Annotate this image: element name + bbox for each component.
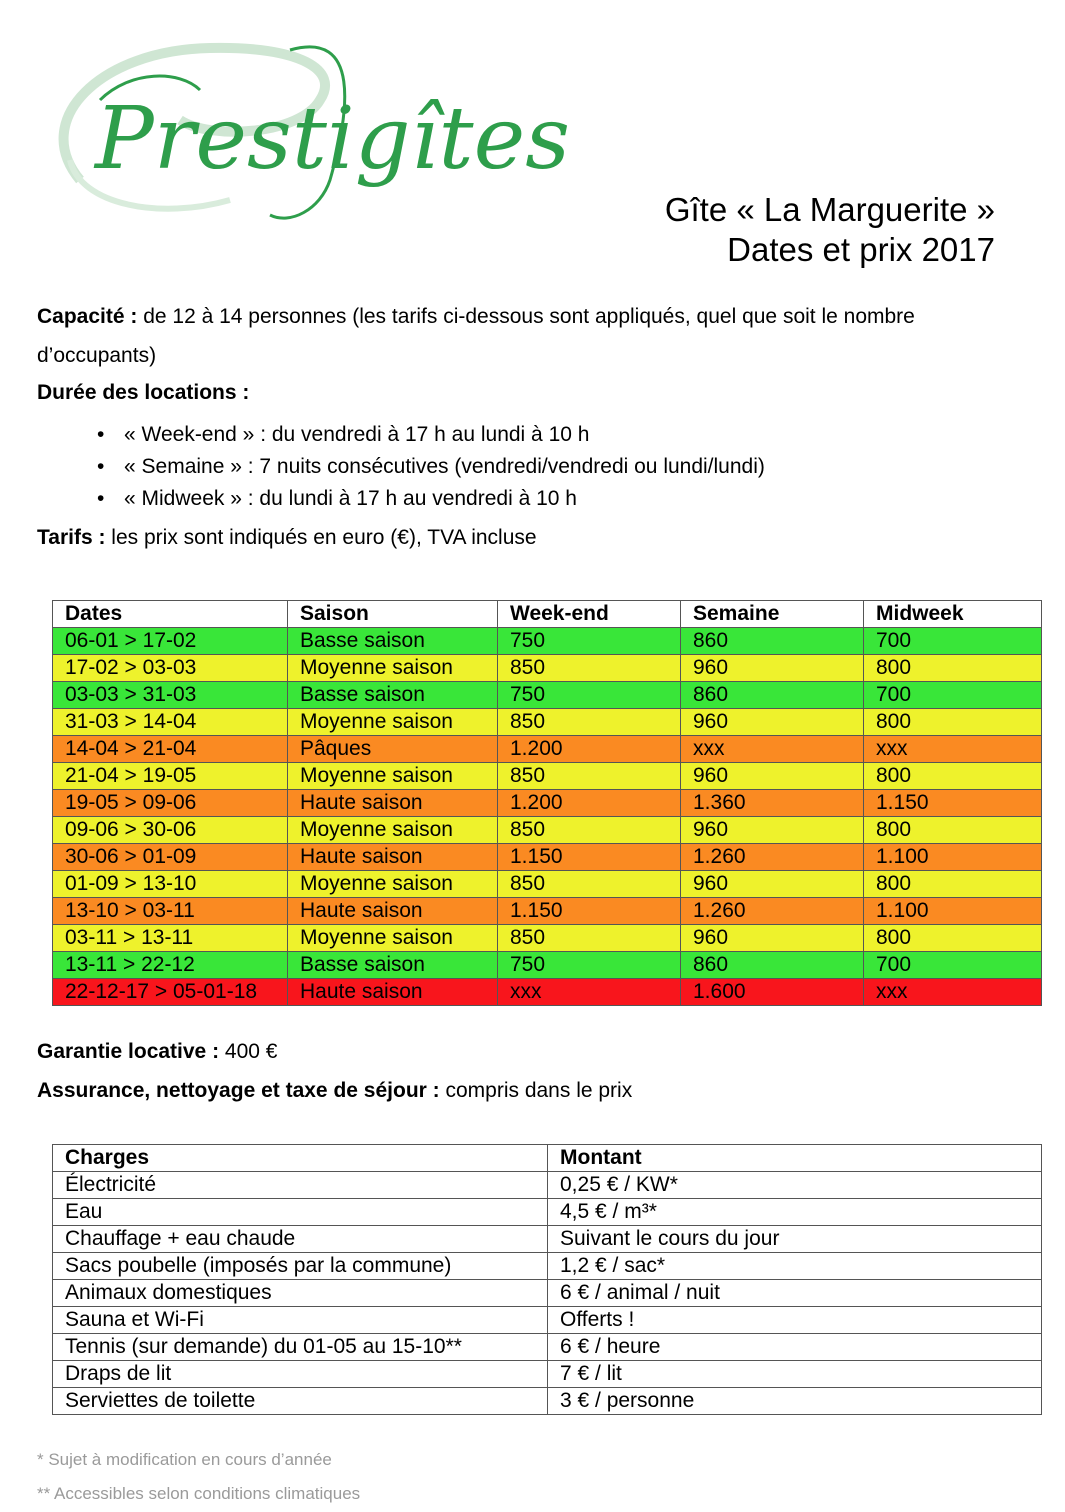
table-cell: 1.260 bbox=[681, 844, 864, 871]
table-cell: 750 bbox=[498, 682, 681, 709]
table-cell: 750 bbox=[498, 952, 681, 979]
table-cell: 03-11 > 13-11 bbox=[53, 925, 288, 952]
table-cell: Draps de lit bbox=[53, 1361, 548, 1388]
rental-durations-list bbox=[97, 421, 765, 517]
table-header-cell: Semaine bbox=[681, 601, 864, 628]
table-header-cell: Dates bbox=[53, 601, 288, 628]
table-cell: 700 bbox=[864, 682, 1042, 709]
document-subtitle: Dates et prix 2017 bbox=[727, 231, 995, 268]
bullet-icon: • bbox=[97, 455, 105, 478]
table-row bbox=[53, 979, 1042, 1006]
table-cell: Basse saison bbox=[288, 952, 498, 979]
table-cell: 1.260 bbox=[681, 898, 864, 925]
table-cell: 6 € / animal / nuit bbox=[548, 1280, 1042, 1307]
table-cell: 860 bbox=[681, 628, 864, 655]
table-cell: 22-12-17 > 05-01-18 bbox=[53, 979, 288, 1006]
list-item bbox=[97, 485, 765, 517]
charges-table bbox=[52, 1144, 1042, 1415]
table-cell: 860 bbox=[681, 682, 864, 709]
table-row bbox=[53, 1226, 1042, 1253]
bullet-icon: • bbox=[97, 487, 105, 510]
table-cell: 1.150 bbox=[498, 898, 681, 925]
table-row bbox=[53, 736, 1042, 763]
table-cell: Moyenne saison bbox=[288, 871, 498, 898]
insurance-text: compris dans le prix bbox=[439, 1079, 633, 1102]
table-cell: Moyenne saison bbox=[288, 763, 498, 790]
table-cell: xxx bbox=[681, 736, 864, 763]
table-cell: 3 € / personne bbox=[548, 1388, 1042, 1415]
table-cell: 30-06 > 01-09 bbox=[53, 844, 288, 871]
table-header-row bbox=[53, 601, 1042, 628]
table-cell: 1.600 bbox=[681, 979, 864, 1006]
table-row bbox=[53, 1334, 1042, 1361]
table-cell: 1,2 € / sac* bbox=[548, 1253, 1042, 1280]
table-cell: 1.360 bbox=[681, 790, 864, 817]
table-cell: 09-06 > 30-06 bbox=[53, 817, 288, 844]
deposit-paragraph bbox=[37, 1034, 277, 1070]
table-cell: Haute saison bbox=[288, 979, 498, 1006]
list-item-text: « Midweek » : du lundi à 17 h au vendredi à 10 h bbox=[124, 487, 577, 510]
table-cell: 800 bbox=[864, 925, 1042, 952]
table-cell: 800 bbox=[864, 817, 1042, 844]
table-row bbox=[53, 1172, 1042, 1199]
table-cell: 1.200 bbox=[498, 790, 681, 817]
table-row bbox=[53, 655, 1042, 682]
table-cell: 850 bbox=[498, 925, 681, 952]
table-cell: 800 bbox=[864, 763, 1042, 790]
table-cell: Moyenne saison bbox=[288, 709, 498, 736]
table-cell: Haute saison bbox=[288, 790, 498, 817]
table-cell: Haute saison bbox=[288, 898, 498, 925]
table-cell: 0,25 € / KW* bbox=[548, 1172, 1042, 1199]
table-row bbox=[53, 898, 1042, 925]
table-cell: 850 bbox=[498, 655, 681, 682]
table-header-cell: Week-end bbox=[498, 601, 681, 628]
table-cell: 13-11 > 22-12 bbox=[53, 952, 288, 979]
table-row bbox=[53, 871, 1042, 898]
table-cell: 03-03 > 31-03 bbox=[53, 682, 288, 709]
table-cell: Sacs poubelle (imposés par la commune) bbox=[53, 1253, 548, 1280]
table-cell: 01-09 > 13-10 bbox=[53, 871, 288, 898]
table-header-cell: Midweek bbox=[864, 601, 1042, 628]
table-row bbox=[53, 1280, 1042, 1307]
table-cell: xxx bbox=[498, 979, 681, 1006]
list-item-text: « Week-end » : du vendredi à 17 h au lundi à 10 h bbox=[124, 423, 590, 446]
table-row bbox=[53, 763, 1042, 790]
table-cell: 1.100 bbox=[864, 898, 1042, 925]
table-cell: Électricité bbox=[53, 1172, 548, 1199]
table-cell: 750 bbox=[498, 628, 681, 655]
table-cell: Eau bbox=[53, 1199, 548, 1226]
table-row bbox=[53, 844, 1042, 871]
table-cell: 960 bbox=[681, 871, 864, 898]
table-row bbox=[53, 628, 1042, 655]
logo-text: Prestigîtes bbox=[92, 89, 570, 189]
table-cell: 860 bbox=[681, 952, 864, 979]
table-cell: 850 bbox=[498, 871, 681, 898]
table-cell: 850 bbox=[498, 763, 681, 790]
duration-heading bbox=[37, 375, 249, 411]
table-row bbox=[53, 682, 1042, 709]
table-cell: Basse saison bbox=[288, 628, 498, 655]
list-item-text: « Semaine » : 7 nuits consécutives (vendredi/vendredi ou lundi/lundi) bbox=[124, 455, 765, 478]
table-header-cell: Saison bbox=[288, 601, 498, 628]
table-cell: Basse saison bbox=[288, 682, 498, 709]
price-table bbox=[52, 600, 1042, 1006]
table-cell: 960 bbox=[681, 817, 864, 844]
table-cell: 800 bbox=[864, 655, 1042, 682]
table-cell: 960 bbox=[681, 925, 864, 952]
table-cell: 6 € / heure bbox=[548, 1334, 1042, 1361]
insurance-label: Assurance, nettoyage et taxe de séjour : bbox=[37, 1079, 440, 1102]
table-cell: 960 bbox=[681, 709, 864, 736]
prestigites-logo bbox=[40, 30, 580, 230]
table-cell: 13-10 > 03-11 bbox=[53, 898, 288, 925]
table-cell: Moyenne saison bbox=[288, 817, 498, 844]
table-cell: 1.150 bbox=[864, 790, 1042, 817]
table-cell: 1.150 bbox=[498, 844, 681, 871]
page-title bbox=[665, 190, 995, 270]
capacity-label: Capacité : bbox=[37, 305, 138, 328]
capacity-paragraph bbox=[37, 297, 1017, 375]
table-row bbox=[53, 790, 1042, 817]
table-cell: 31-03 > 14-04 bbox=[53, 709, 288, 736]
tarifs-paragraph bbox=[37, 520, 537, 556]
table-cell: Offerts ! bbox=[548, 1307, 1042, 1334]
footnote-1: * Sujet à modification en cours d’année bbox=[37, 1450, 332, 1469]
bullet-icon: • bbox=[97, 423, 105, 446]
table-cell: xxx bbox=[864, 979, 1042, 1006]
table-cell: 700 bbox=[864, 628, 1042, 655]
table-cell: Sauna et Wi-Fi bbox=[53, 1307, 548, 1334]
table-cell: Chauffage + eau chaude bbox=[53, 1226, 548, 1253]
table-cell: 19-05 > 09-06 bbox=[53, 790, 288, 817]
table-cell: Moyenne saison bbox=[288, 655, 498, 682]
gite-name: Gîte « La Marguerite » bbox=[664, 191, 995, 228]
table-cell: Suivant le cours du jour bbox=[548, 1226, 1042, 1253]
tarifs-label: Tarifs : bbox=[37, 526, 106, 549]
footnote-2: ** Accessibles selon conditions climatiques bbox=[37, 1484, 361, 1503]
table-cell: 800 bbox=[864, 871, 1042, 898]
table-cell: 960 bbox=[681, 655, 864, 682]
table-cell: Animaux domestiques bbox=[53, 1280, 548, 1307]
table-cell: Tennis (sur demande) du 01-05 au 15-10** bbox=[53, 1334, 548, 1361]
table-cell: 14-04 > 21-04 bbox=[53, 736, 288, 763]
table-cell: 06-01 > 17-02 bbox=[53, 628, 288, 655]
table-row bbox=[53, 1388, 1042, 1415]
table-cell: 7 € / lit bbox=[548, 1361, 1042, 1388]
list-item bbox=[97, 453, 765, 485]
table-row bbox=[53, 817, 1042, 844]
table-header-cell: Charges bbox=[53, 1145, 548, 1172]
table-cell: 700 bbox=[864, 952, 1042, 979]
deposit-label: Garantie locative : bbox=[37, 1040, 220, 1063]
table-cell: Pâques bbox=[288, 736, 498, 763]
table-row bbox=[53, 709, 1042, 736]
tarifs-text: les prix sont indiqués en euro (€), TVA incluse bbox=[105, 526, 537, 549]
table-cell: 850 bbox=[498, 709, 681, 736]
table-cell: 21-04 > 19-05 bbox=[53, 763, 288, 790]
table-row bbox=[53, 952, 1042, 979]
table-cell: 800 bbox=[864, 709, 1042, 736]
table-cell: 1.200 bbox=[498, 736, 681, 763]
insurance-paragraph bbox=[37, 1073, 632, 1109]
table-cell: 17-02 > 03-03 bbox=[53, 655, 288, 682]
table-header-cell: Montant bbox=[548, 1145, 1042, 1172]
table-row bbox=[53, 925, 1042, 952]
table-cell: 1.100 bbox=[864, 844, 1042, 871]
table-row bbox=[53, 1253, 1042, 1280]
deposit-text: 400 € bbox=[219, 1040, 278, 1063]
table-cell: Haute saison bbox=[288, 844, 498, 871]
table-cell: 850 bbox=[498, 817, 681, 844]
table-row bbox=[53, 1307, 1042, 1334]
capacity-text: de 12 à 14 personnes (les tarifs ci-dessous sont appliqués, quel que soit le nombre d’occupants) bbox=[37, 305, 915, 367]
table-cell: Moyenne saison bbox=[288, 925, 498, 952]
table-cell: 960 bbox=[681, 763, 864, 790]
list-item bbox=[97, 421, 765, 453]
duration-label: Durée des locations : bbox=[37, 381, 250, 404]
table-cell: xxx bbox=[864, 736, 1042, 763]
table-row bbox=[53, 1199, 1042, 1226]
table-cell: Serviettes de toilette bbox=[53, 1388, 548, 1415]
table-cell: 4,5 € / m³* bbox=[548, 1199, 1042, 1226]
table-row bbox=[53, 1361, 1042, 1388]
table-header-row bbox=[53, 1145, 1042, 1172]
